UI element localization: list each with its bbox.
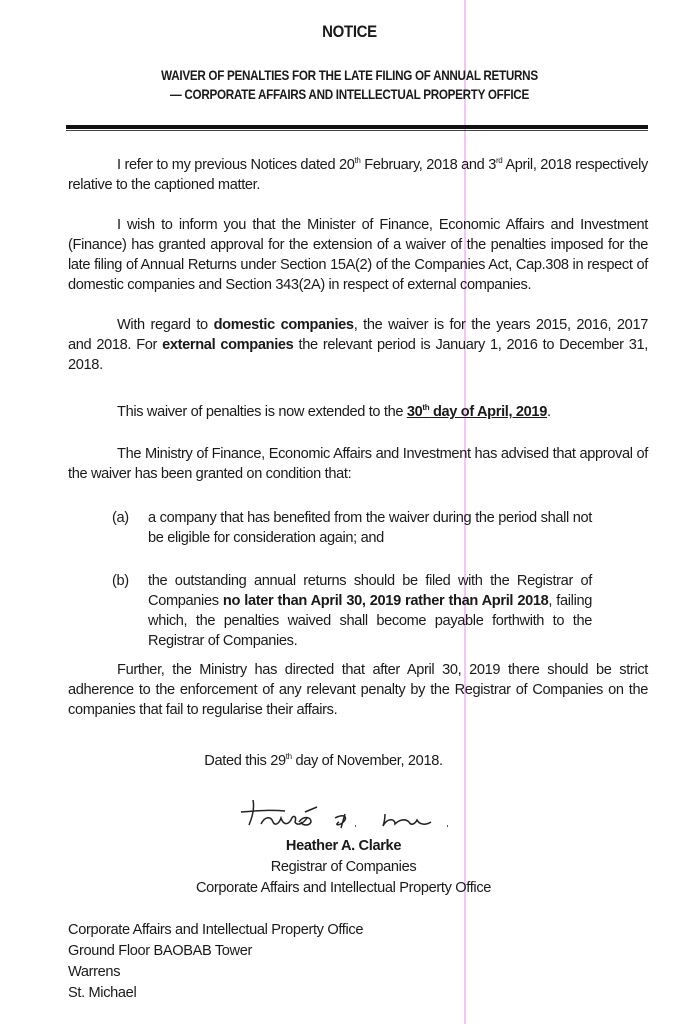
condition-label: (b) bbox=[112, 573, 129, 589]
condition-text: a company that has benefited from the waiver during the period shall not be eligible for consideration again; and bbox=[148, 510, 592, 546]
condition-item bbox=[112, 571, 592, 651]
header-divider-thin bbox=[66, 130, 648, 131]
paragraph-conditions-intro: The Ministry of Finance, Economic Affairs and Investment has advised that approval of the waiver has been granted on condition that: bbox=[68, 446, 648, 482]
address-line: Corporate Affairs and Intellectual Property Office bbox=[68, 922, 364, 938]
paragraph-extension-date: This waiver of penalties is now extended to the 30th day of April, 2019. bbox=[117, 403, 551, 420]
paragraph-previous-notices: I refer to my previous Notices dated 20th February, 2018 and 3rd April, 2018 respectively relative to the captioned matter. bbox=[68, 156, 649, 193]
condition-text: the outstanding annual returns should be filed with the Registrar of Companies no later than April 30, 2019 rather than April 2018, failing which, the penalties waived shall become payable forthwith to the Registrar of Companies. bbox=[148, 573, 592, 649]
notice-subtitle bbox=[0, 66, 699, 104]
address-line: Ground Floor BAOBAB Tower bbox=[68, 943, 253, 959]
subtitle-line-2: — CORPORATE AFFAIRS AND INTELLECTUAL PROPERTY OFFICE bbox=[170, 87, 529, 102]
signatory-role: Registrar of Companies bbox=[270, 859, 417, 875]
signatory-name: Heather A. Clarke bbox=[285, 838, 402, 854]
header-divider bbox=[66, 125, 648, 129]
signatory-office: Corporate Affairs and Intellectual Property Office bbox=[195, 880, 492, 896]
paragraph-strict-adherence: Further, the Ministry has directed that after April 30, 2019 there should be strict adherence to the enforcement of any relevant penalty by the Registrar of Companies on the companies that fail to regularise their affairs. bbox=[68, 662, 648, 718]
address-line: Warrens bbox=[68, 964, 121, 980]
condition-item bbox=[112, 508, 592, 548]
address-line: St. Michael bbox=[68, 985, 137, 1001]
dated-line: Dated this 29th day of November, 2018. bbox=[204, 752, 443, 769]
notice-title: NOTICE bbox=[322, 22, 377, 41]
office-address bbox=[68, 920, 363, 1004]
paragraph-waiver-years: With regard to domestic companies, the waiver is for the years 2015, 2016, 2017 and 2018. For external companies the relevant period is January 1, 2016 to December 31, 2018. bbox=[68, 317, 648, 373]
condition-label: (a) bbox=[112, 510, 129, 526]
paragraph-approval: I wish to inform you that the Minister of Finance, Economic Affairs and Investment (Finance) has granted approval for the extension of a waiver of the penalties imposed for the late filing of Annual Returns under Section 15A(2) of the Companies Act, Cap.308 in respect of domestic companies and Section 343(2A) in respect of external companies. bbox=[68, 217, 648, 293]
signature bbox=[235, 792, 475, 834]
subtitle-line-1: WAIVER OF PENALTIES FOR THE LATE FILING OF ANNUAL RETURNS bbox=[161, 68, 538, 83]
